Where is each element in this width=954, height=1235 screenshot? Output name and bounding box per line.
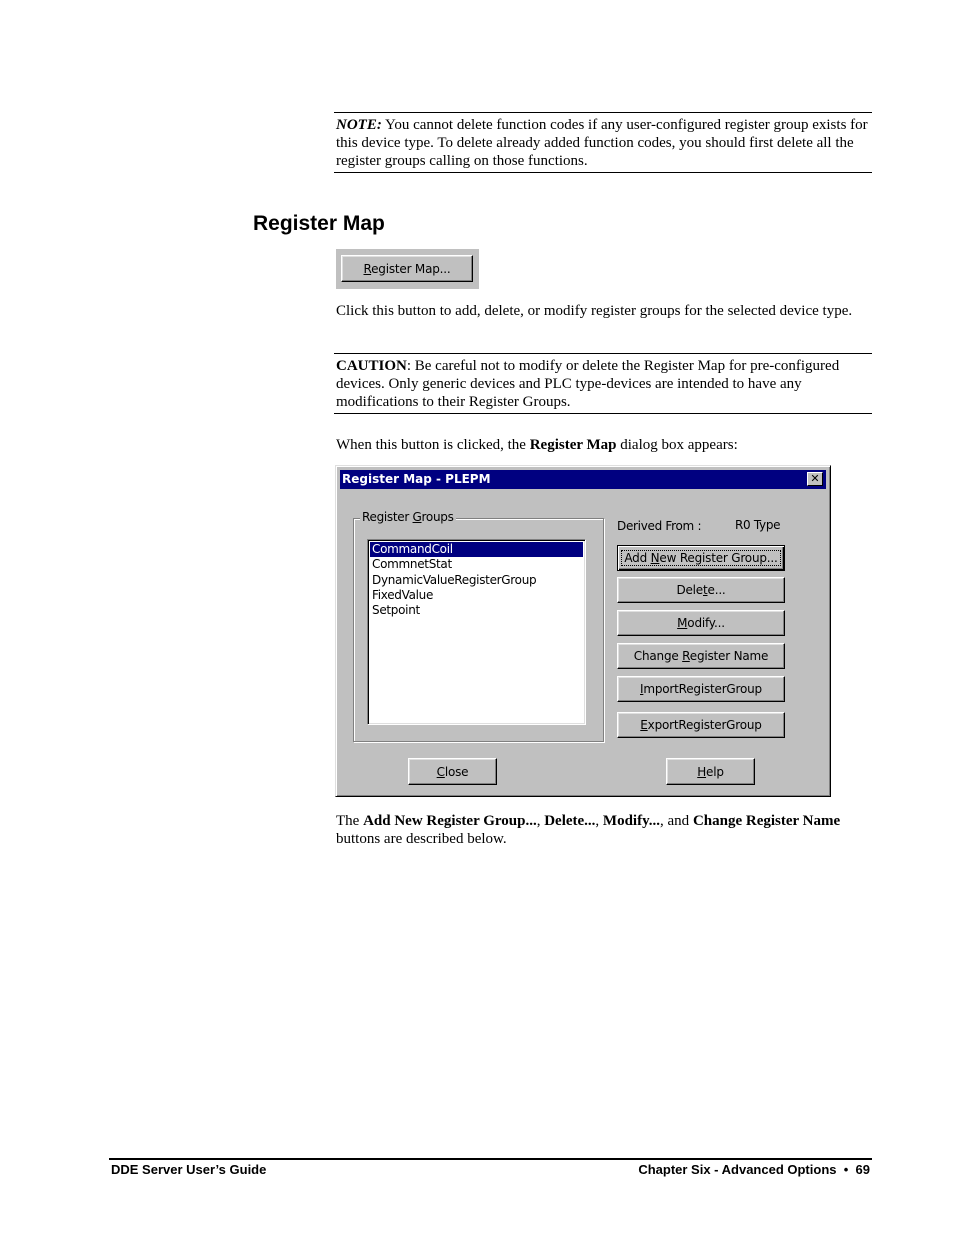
section-title: Register Map (253, 212, 385, 235)
list-item[interactable]: CommnetStat (372, 557, 452, 572)
list-item[interactable]: FixedValue (372, 587, 434, 602)
export-register-group-label: ExportRegisterGroup (640, 718, 762, 732)
buttons-described-paragraph: The Add New Register Group..., Delete..., Modify..., and Change Register Name buttons are described below. (336, 813, 841, 847)
export-register-group-button[interactable] (617, 712, 785, 738)
derived-from-value: R0 Type (735, 518, 781, 532)
dialog-title: Register Map - PLEPM (342, 472, 491, 486)
dialog-intro-paragraph: When this button is clicked, the Register Map dialog box appears: (336, 437, 738, 453)
note-box (334, 112, 872, 173)
change-register-name-button[interactable] (617, 643, 785, 669)
note-text: You cannot delete function codes if any user-configured register group exists for this device type. To delete already added function codes, you should first delete all the register groups calling on those functions. (336, 117, 868, 169)
footer-rule (109, 1158, 872, 1160)
modify-button-label: Modify... (677, 616, 725, 630)
list-item[interactable]: DynamicValueRegisterGroup (372, 572, 537, 587)
import-register-group-button[interactable] (617, 676, 785, 702)
caution-box (334, 353, 872, 414)
footer-chapter (638, 1162, 870, 1177)
dialog-titlebar (340, 470, 826, 489)
bullet-icon: • (843, 1162, 849, 1177)
footer-guide-title: DDE Server User’s Guide (111, 1162, 267, 1177)
caution-text: : Be careful not to modify or delete the Register Map for pre-configured devices. Only generic devices and PLC type-devices are intended to have any modifications to their Register Groups. (336, 358, 840, 410)
help-button[interactable] (666, 758, 755, 785)
description-paragraph: Click this button to add, delete, or modify register groups for the selected device type. (336, 303, 853, 319)
register-groups-label: Register Groups (362, 510, 454, 524)
register-map-button[interactable] (341, 255, 473, 282)
close-button-label: Close (436, 764, 469, 779)
note-label: NOTE: (336, 117, 382, 133)
list-item[interactable]: Setpoint (372, 603, 420, 618)
import-register-group-label: ImportRegisterGroup (640, 682, 762, 696)
change-register-name-label: Change Register Name (633, 649, 769, 663)
add-new-register-group-label: Add New Register Group... (621, 550, 780, 566)
caution-label: CAUTION (336, 358, 407, 374)
add-new-register-group-button[interactable] (617, 545, 785, 571)
list-item[interactable]: CommandCoil (370, 542, 583, 557)
register-groups-list[interactable] (367, 539, 586, 725)
derived-from-label: Derived From : (617, 519, 702, 533)
help-button-label: Help (697, 764, 724, 779)
delete-button-label: Delete... (676, 583, 726, 597)
register-map-button-label: Register Map... (363, 261, 451, 276)
footer-chapter-title: Chapter Six - Advanced Options (638, 1162, 837, 1177)
modify-button[interactable] (617, 610, 785, 636)
page-number: 69 (855, 1162, 870, 1177)
close-icon[interactable]: ✕ (807, 472, 823, 486)
register-map-dialog (335, 465, 831, 797)
close-button[interactable] (408, 758, 497, 785)
register-map-button-panel (336, 249, 479, 289)
delete-button[interactable] (617, 577, 785, 603)
